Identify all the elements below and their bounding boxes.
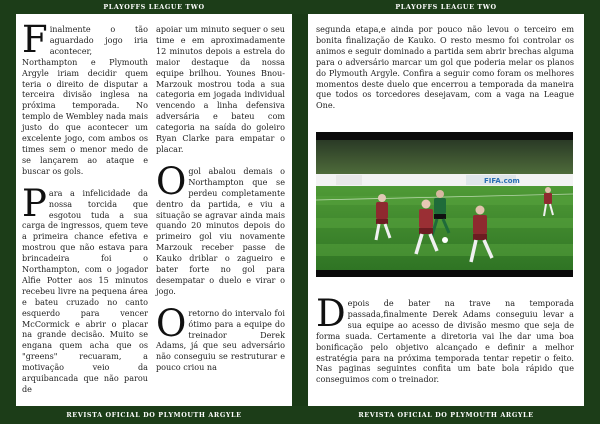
right-column-bottom bbox=[316, 292, 574, 385]
match-photo bbox=[316, 132, 573, 277]
drop-cap-d: D bbox=[316, 292, 346, 335]
left-column-2 bbox=[156, 24, 285, 373]
ball bbox=[442, 237, 448, 243]
drop-cap-f: F bbox=[22, 18, 48, 61]
paragraph-second-goal bbox=[156, 159, 285, 297]
header-right: PLAYOFFS LEAGUE TWO bbox=[395, 3, 497, 11]
paragraph-epilogue bbox=[316, 292, 574, 385]
right-column-top bbox=[316, 24, 574, 111]
left-page bbox=[16, 14, 292, 406]
left-column-1 bbox=[22, 18, 148, 395]
paragraph-intro bbox=[22, 18, 148, 177]
right-page bbox=[308, 14, 584, 406]
paragraph-first-goal bbox=[22, 181, 148, 395]
match-photo-image bbox=[316, 132, 573, 277]
drop-cap-p: P bbox=[22, 181, 47, 225]
paragraph-equalizer: apoiar um minuto sequer o seu time e em aproximadamente 12 minutos depois a estrela do maior destaque da nossa equipe brilhou. Younes Bnou-Marzouk mostrou toda a sua categoria em jogada individual vencendo a linha defensiva adversária e bateu com categoria na saída do goleiro Ryan Clarke para empatar o placar. bbox=[156, 24, 285, 154]
drop-cap-o-2: O bbox=[156, 301, 187, 345]
paragraph-intro-text: inalmente o tão aguardado jogo iria acontecer, Northampton e Plymouth Argyle iriam decidir quem teria o direito de disputar a terceira divisão inglesa na próxima temporada. No templo de Wembley nada mais justo do que acontecer um excelente jogo, com ambos os times sem o menor medo de se lançarem ao ataque e buscar os gols. bbox=[22, 24, 148, 176]
paragraph-second-half bbox=[156, 301, 285, 373]
photo-banner-text: FIFA.com bbox=[484, 177, 520, 185]
paragraph-conclusion: segunda etapa,e ainda por pouco não levou o terceiro em bonita finalização de Kauko. O resto mesmo foi controlar os animos e seguir dominado a partida sem abrir brechas alguma para o adversário marcar um gol que poderia melar os planos do Plymouth Argyle. Confira a seguir como foram os melhores momentos deste duelo que encerrou a temporada da maneira que todos os torcedores desejavam, com a vaga na League One. bbox=[316, 24, 574, 111]
footer-right: REVISTA OFICIAL DO PLYMOUTH ARGYLE bbox=[358, 411, 534, 419]
paragraph-epilogue-text: epois de bater na trave na temporada passada,finalmente Derek Adams conseguiu levar a sua equipe ao acesso de divisão mesmo que seja de forma suada. Certamente a diretoria vai lhe dar uma boa bonificação pelo objetivo alcançado e definir a melhor estratégia para na próxima temporada tentar repetir o feito. Nas paginas seguintes confita um bate bola rápido que conseguimos com o treinador. bbox=[316, 298, 574, 385]
drop-cap-o: O bbox=[156, 159, 187, 203]
paragraph-first-goal-text: ara a infelicidade da nossa torcida que esgotou tuda a sua carga de ingressos, quem teve a primeira chance efetiva e mostrou que não estava para brincadeira foi o Northampton, com o jogador Alfie Potter aos 15 minutos recebeu livre na pequena área e bateu cruzado no canto esquerdo para vencer McCormick e abrir o placar na grande decisão. Muito se engana quem acha que os "greens" recuaram, a motivação veio da arquibancada que não parou de bbox=[22, 187, 148, 394]
paragraph-second-goal-text: gol abalou demais o Northampton que se perdeu completamente dentro da partida, e viu a situação se agravar ainda mais quando 20 minutos depois do primeiro gol viu novamente Marzouk receber passe de Kauko driblar o zagueiro e bater forte no gol para desempatar o duelo e virar o jogo. bbox=[156, 165, 285, 296]
footer-left: REVISTA OFICIAL DO PLYMOUTH ARGYLE bbox=[66, 411, 242, 419]
page-gutter bbox=[292, 14, 308, 406]
paragraph-second-half-text: retorno do intervalo foi ótimo para a equipe do treinador Derek Adams, já que seu adversário não conseguiu se restruturar e pouco criou na bbox=[156, 307, 285, 373]
header-left: PLAYOFFS LEAGUE TWO bbox=[103, 3, 205, 11]
